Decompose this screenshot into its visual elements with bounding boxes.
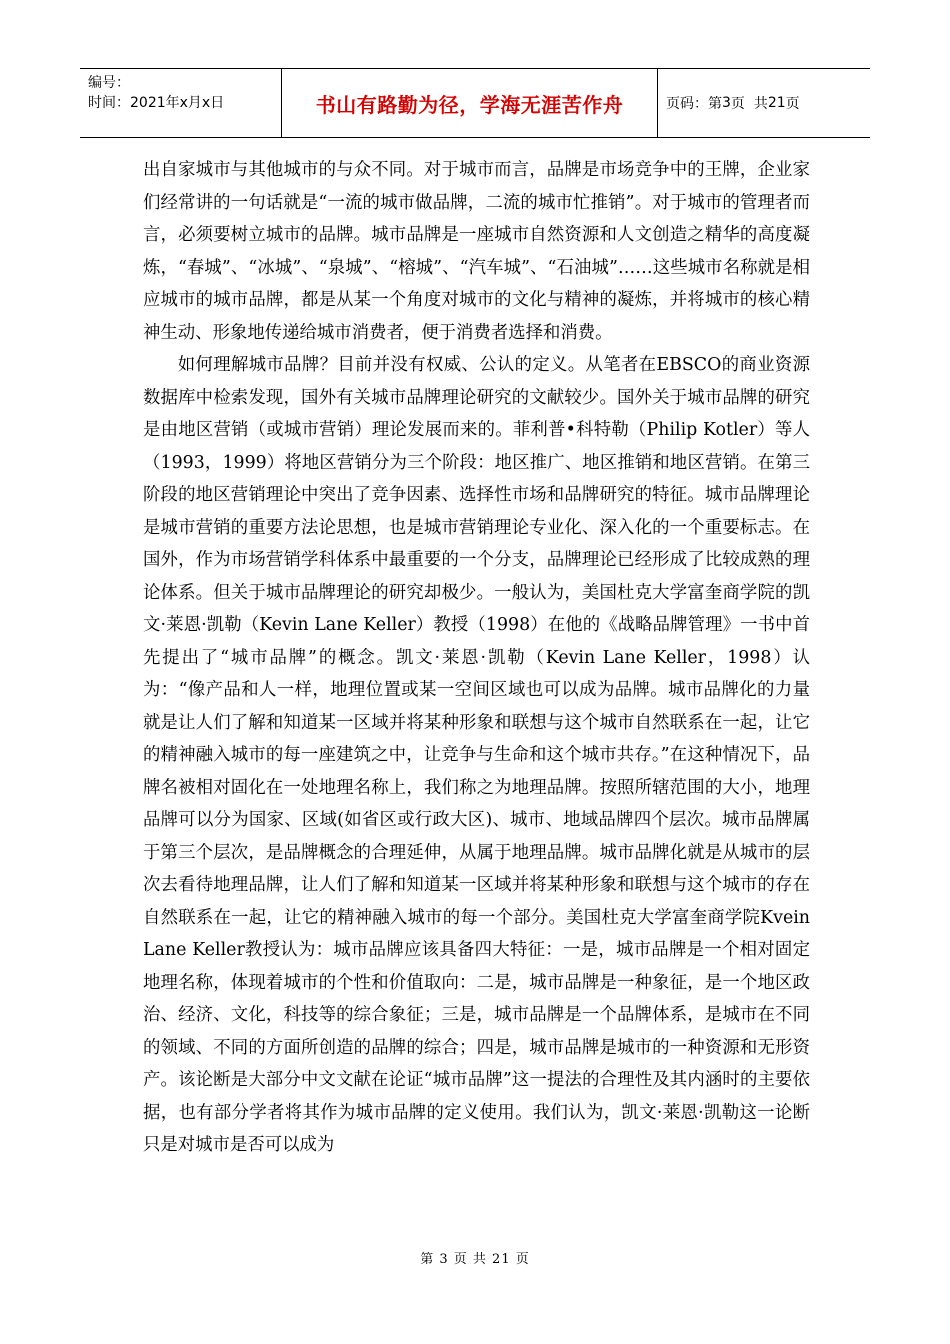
page-info-suffix: 页 bbox=[785, 96, 800, 112]
page-info-mid: 页 共 bbox=[730, 96, 768, 112]
header-info-cell bbox=[80, 69, 282, 137]
body-paragraph-2: 如何理解城市品牌？目前并没有权威、公认的定义。从笔者在EBSCO的商业资源数据库中检索发现，国外有关城市品牌理论研究的文献较少。国外关于城市品牌的研究是由地区营销（或城市营销）理论发展而来的。菲利普•科特勒（Philip Kotler）等人（1993，1999）将地区营销分为三个阶段：地区推广、地区推销和地区营销。在第三阶段的地区营销理论中突出了竞争因素、选择性市场和品牌研究的特征。城市品牌理论是城市营销的重要方法论思想，也是城市营销理论专业化、深入化的一个重要标志。在国外，作为市场营销学科体系中最重要的一个分支，品牌理论已经形成了比较成熟的理论体系。但关于城市品牌理论的研究却极少。一般认为，美国杜克大学富奎商学院的凯文·莱恩·凯勒（Kevin Lane Keller）教授（1998）在他的《战略品牌管理》一书中首先提出了“城市品牌”的概念。凯文·莱恩·凯勒（Kevin Lane Keller，1998）认为：“像产品和人一样，地理位置或某一空间区域也可以成为品牌。城市品牌化的力量就是让人们了解和知道某一区域并将某种形象和联想与这个城市自然联系在一起，让它的精神融入城市的每一座建筑之中，让竞争与生命和这个城市共存。”在这种情况下，品牌名被相对固化在一处地理名称上，我们称之为地理品牌。按照所辖范围的大小，地理品牌可以分为国家、区域(如省区或行政大区)、城市、地域品牌四个层次。城市品牌属于第三个层次，是品牌概念的合理延伸，从属于地理品牌。城市品牌化就是从城市的层次去看待地理品牌，让人们了解和知道某一区域并将某种形象和联想与这个城市的存在自然联系在一起，让它的精神融入城市的每一个部分。美国杜克大学富奎商学院Kvein Lane Keller教授认为：城市品牌应该具备四大特征：一是，城市品牌是一个相对固定地理名称，体现着城市的个性和价值取向：二是，城市品牌是一种象征，是一个地区政治、经济、文化，科技等的综合象征；三是，城市品牌是一个品牌体系，是城市在不同的领域、不同的方面所创造的品牌的综合；四是，城市品牌是城市的一种资源和无形资产。该论断是大部分中文文献在论证“城市品牌”这一提法的合理性及其内涵时的主要依据，也有部分学者将其作为城市品牌的定义使用。我们认为，凯文·莱恩·凯勒这一论断只是对城市是否可以成为 bbox=[143, 355, 810, 1155]
document-body bbox=[143, 154, 810, 1162]
page-info-current: 3 bbox=[722, 95, 731, 111]
header-page-info bbox=[658, 69, 870, 137]
page-header bbox=[80, 68, 870, 138]
header-motto: 书山有路勤为径，学海无涯苦作舟 bbox=[282, 69, 658, 137]
body-paragraph-1: 出自家城市与其他城市的与众不同。对于城市而言，品牌是市场竞争中的王牌，企业家们经常讲的一句话就是“一流的城市做品牌，二流的城市忙推销”。对于城市的管理者而言，必须要树立城市的品牌。城市品牌是一座城市自然资源和人文创造之精华的高度凝炼，“春城”、“冰城”、“泉城”、“榕城”、“汽车城”、“石油城”……这些城市名称就是相应城市的城市品牌，都是从某一个角度对城市的文化与精神的凝炼，并将城市的核心精神生动、形象地传递给城市消费者，便于消费者选择和消费。 bbox=[143, 160, 810, 343]
page-footer: 第 3 页 共 21 页 bbox=[420, 1252, 530, 1267]
document-time-label: 时间：2021年x月x日 bbox=[88, 95, 225, 111]
page-info-total: 21 bbox=[767, 95, 786, 111]
document-number-label: 编号： bbox=[88, 75, 130, 91]
page-info-prefix: 页码：第 bbox=[666, 96, 722, 112]
